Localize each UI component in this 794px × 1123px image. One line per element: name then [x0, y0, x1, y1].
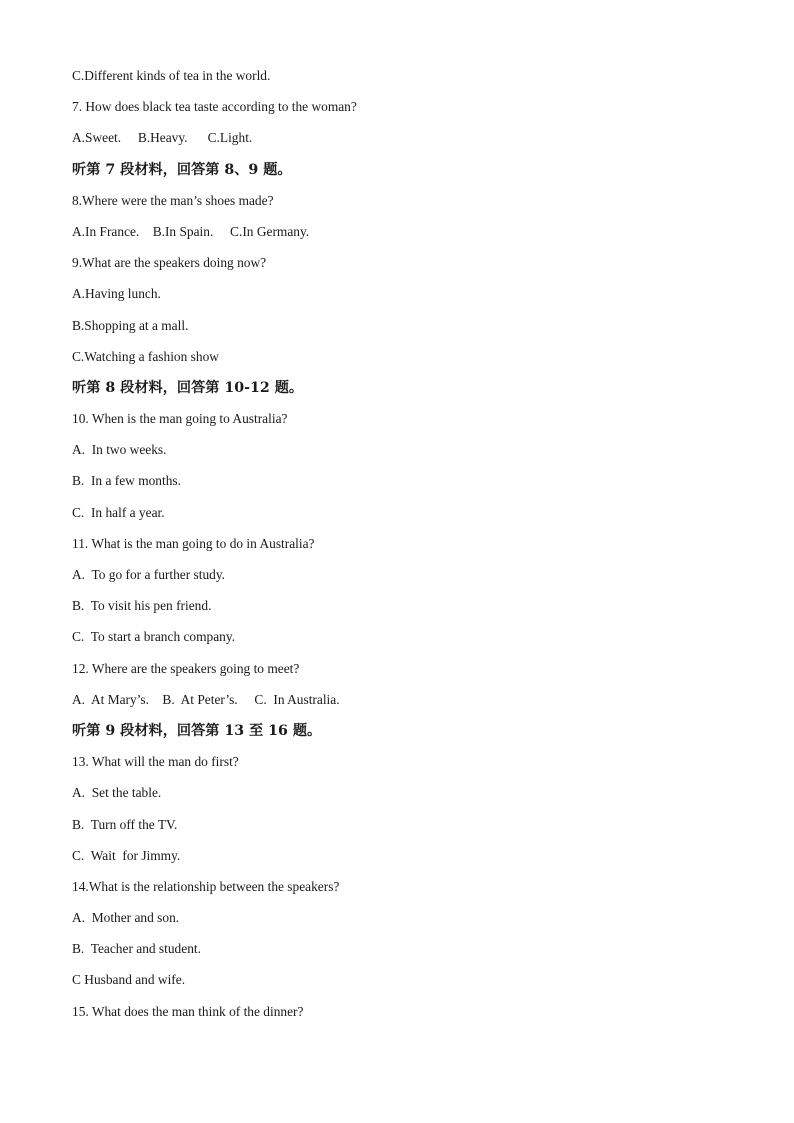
section-heading: 听第 9 段材料，回答第 13 至 16 题。: [72, 722, 322, 739]
question-line: 8.Where were the man’s shoes made?: [72, 192, 274, 208]
section-heading: 听第 7 段材料，回答第 8、9 题。: [72, 161, 292, 178]
question-line: 11. What is the man going to do in Australia?: [72, 535, 315, 551]
question-line: 10. When is the man going to Australia?: [72, 411, 288, 427]
option-line: C. In half a year.: [72, 504, 165, 520]
question-line: 12. Where are the speakers going to meet?: [72, 660, 300, 676]
option-line: B. Teacher and student.: [72, 941, 201, 957]
option-line: C.Different kinds of tea in the world.: [72, 68, 271, 83]
option-line: B. Turn off the TV.: [72, 816, 178, 832]
option-line: A. At Mary’s. B. At Peter’s. C. In Australia.: [72, 691, 340, 707]
option-line: A. In two weeks.: [72, 442, 167, 458]
option-line: A.In France. B.In Spain. C.In Germany.: [72, 223, 310, 239]
question-line: 9.What are the speakers doing now?: [72, 255, 267, 271]
option-line: A. Mother and son.: [72, 910, 180, 926]
option-line: A.Having lunch.: [72, 286, 161, 302]
option-line: B. To visit his pen friend.: [72, 598, 212, 614]
option-line: B. In a few months.: [72, 473, 181, 489]
question-line: 7. How does black tea taste according to the woman?: [72, 99, 357, 115]
option-line: C.Watching a fashion show: [72, 348, 219, 364]
question-line: 13. What will the man do first?: [72, 754, 239, 770]
option-line: C. Wait for Jimmy.: [72, 847, 181, 863]
option-line: B.Shopping at a mall.: [72, 317, 189, 333]
option-line: C Husband and wife.: [72, 972, 186, 988]
option-line: A.Sweet. B.Heavy. C.Light.: [72, 130, 253, 146]
section-heading: 听第 8 段材料，回答第 10-12 题。: [72, 379, 304, 396]
question-line: 15. What does the man think of the dinner?: [72, 1003, 304, 1019]
option-line: A. Set the table.: [72, 785, 162, 801]
option-line: A. To go for a further study.: [72, 567, 226, 582]
question-line: 14.What is the relationship between the speakers?: [72, 878, 340, 894]
document-page: [72, 66, 752, 1033]
option-line: C. To start a branch company.: [72, 629, 236, 645]
